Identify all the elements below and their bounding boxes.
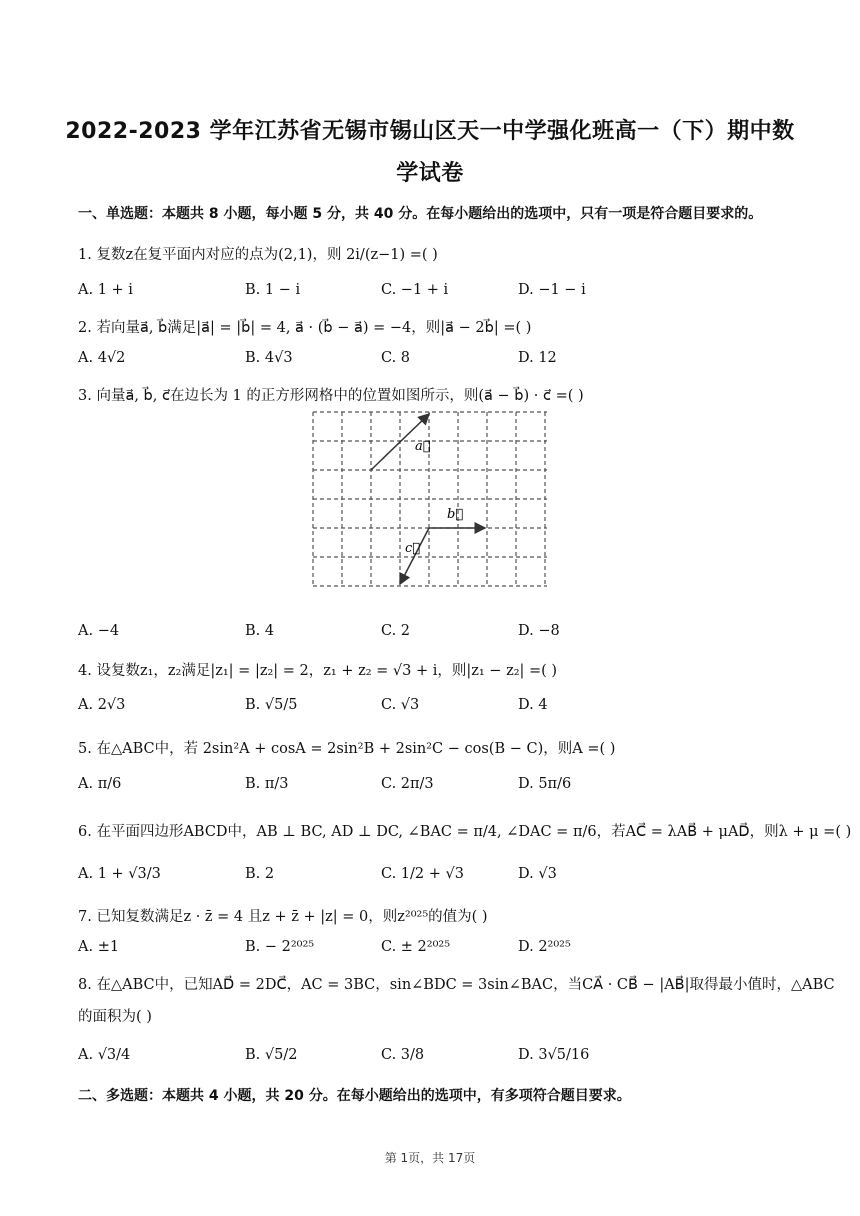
section-heading-single-choice: 一、单选题：本题共 8 小题，每小题 5 分，共 40 分。在每小题给出的选项中，只有一项是符合题目要求的。 <box>78 206 763 222</box>
question-6-stem: 6. 在平面四边形ABCD中，AB ⊥ BC, AD ⊥ DC, ∠BAC = π/4, ∠DAC = π/6，若AC⃗ = λAB⃗ + μAD⃗，则λ + μ =( ) <box>78 824 852 840</box>
question-5-option-b[interactable]: B. π/3 <box>245 776 289 792</box>
question-2-option-c[interactable]: C. 8 <box>381 350 411 366</box>
question-3-option-c[interactable]: C. 2 <box>381 623 411 639</box>
section-heading-multiple-choice: 二、多选题：本题共 4 小题，共 20 分。在每小题给出的选项中，有多项符合题目要求。 <box>78 1088 631 1104</box>
question-4-option-a[interactable]: A. 2√3 <box>78 697 126 713</box>
question-6-option-b[interactable]: B. 2 <box>245 866 275 882</box>
question-3-stem: 3. 向量a⃗, b⃗, c⃗在边长为 1 的正方形网格中的位置如图所示，则(a⃗ − b⃗) · c⃗ =( ) <box>78 388 584 404</box>
question-1-option-d[interactable]: D. −1 − i <box>518 282 586 298</box>
vector-grid-figure <box>311 410 551 590</box>
question-6-option-a[interactable]: A. 1 + √3/3 <box>78 866 161 882</box>
question-2-stem: 2. 若向量a⃗, b⃗满足|a⃗| = |b⃗| = 4, a⃗ · (b⃗ − a⃗) = −4，则|a⃗ − 2b⃗| =( ) <box>78 320 532 336</box>
question-3-option-d[interactable]: D. −8 <box>518 623 560 639</box>
vector-b-label: b⃗ <box>447 507 464 522</box>
question-4-stem: 4. 设复数z₁，z₂满足|z₁| = |z₂| = 2，z₁ + z₂ = √3 + i，则|z₁ − z₂| =( ) <box>78 663 558 679</box>
question-8-option-c[interactable]: C. 3/8 <box>381 1047 425 1063</box>
question-5-option-c[interactable]: C. 2π/3 <box>381 776 434 792</box>
question-6-option-d[interactable]: D. √3 <box>518 866 557 882</box>
question-1-option-b[interactable]: B. 1 − i <box>245 282 301 298</box>
question-1-stem: 1. 复数z在复平面内对应的点为(2,1)，则 2i/(z−1) =( ) <box>78 247 438 263</box>
question-5-stem: 5. 在△ABC中，若 2sin²A + cosA = 2sin²B + 2sin²C − cos(B − C)，则A =( ) <box>78 741 616 757</box>
question-7-option-a[interactable]: A. ±1 <box>78 939 120 955</box>
question-7-option-c[interactable]: C. ± 2²⁰²⁵ <box>381 939 451 955</box>
question-7-stem: 7. 已知复数满足z · z̄ = 4 且z + z̄ + |z| = 0，则z²⁰²⁵的值为( ) <box>78 909 488 925</box>
question-1-option-c[interactable]: C. −1 + i <box>381 282 449 298</box>
page-title-line-2: 学试卷 <box>396 161 464 186</box>
page-title-line-1: 2022-2023 学年江苏省无锡市锡山区天一中学强化班高一（下）期中数 <box>65 119 795 144</box>
question-7-option-d[interactable]: D. 2²⁰²⁵ <box>518 939 571 955</box>
vector-c-label: c⃗ <box>405 541 421 556</box>
question-8-option-d[interactable]: D. 3√5/16 <box>518 1047 590 1063</box>
question-8-stem-continued: 的面积为( ) <box>78 1009 152 1025</box>
question-3-option-a[interactable]: A. −4 <box>78 623 120 639</box>
question-4-option-c[interactable]: C. √3 <box>381 697 420 713</box>
vector-c-arrow <box>400 528 429 584</box>
question-2-option-a[interactable]: A. 4√2 <box>78 350 126 366</box>
question-5-option-a[interactable]: A. π/6 <box>78 776 122 792</box>
vector-a-label: a⃗ <box>415 439 431 454</box>
page-footer: 第 1页，共 17页 <box>384 1151 476 1165</box>
question-7-option-b[interactable]: B. − 2²⁰²⁵ <box>245 939 315 955</box>
question-2-option-d[interactable]: D. 12 <box>518 350 557 366</box>
question-8-option-a[interactable]: A. √3/4 <box>78 1047 131 1063</box>
question-8-stem: 8. 在△ABC中，已知AD⃗ = 2DC⃗，AC = 3BC，sin∠BDC = 3sin∠BAC，当CA⃗ · CB⃗ − |AB⃗|取得最小值时，△ABC <box>78 977 835 993</box>
question-2-option-b[interactable]: B. 4√3 <box>245 350 293 366</box>
question-6-option-c[interactable]: C. 1/2 + √3 <box>381 866 464 882</box>
question-3-option-b[interactable]: B. 4 <box>245 623 275 639</box>
question-8-option-b[interactable]: B. √5/2 <box>245 1047 298 1063</box>
question-4-option-b[interactable]: B. √5/5 <box>245 697 298 713</box>
question-1-option-a[interactable]: A. 1 + i <box>78 282 133 298</box>
question-5-option-d[interactable]: D. 5π/6 <box>518 776 572 792</box>
question-4-option-d[interactable]: D. 4 <box>518 697 548 713</box>
